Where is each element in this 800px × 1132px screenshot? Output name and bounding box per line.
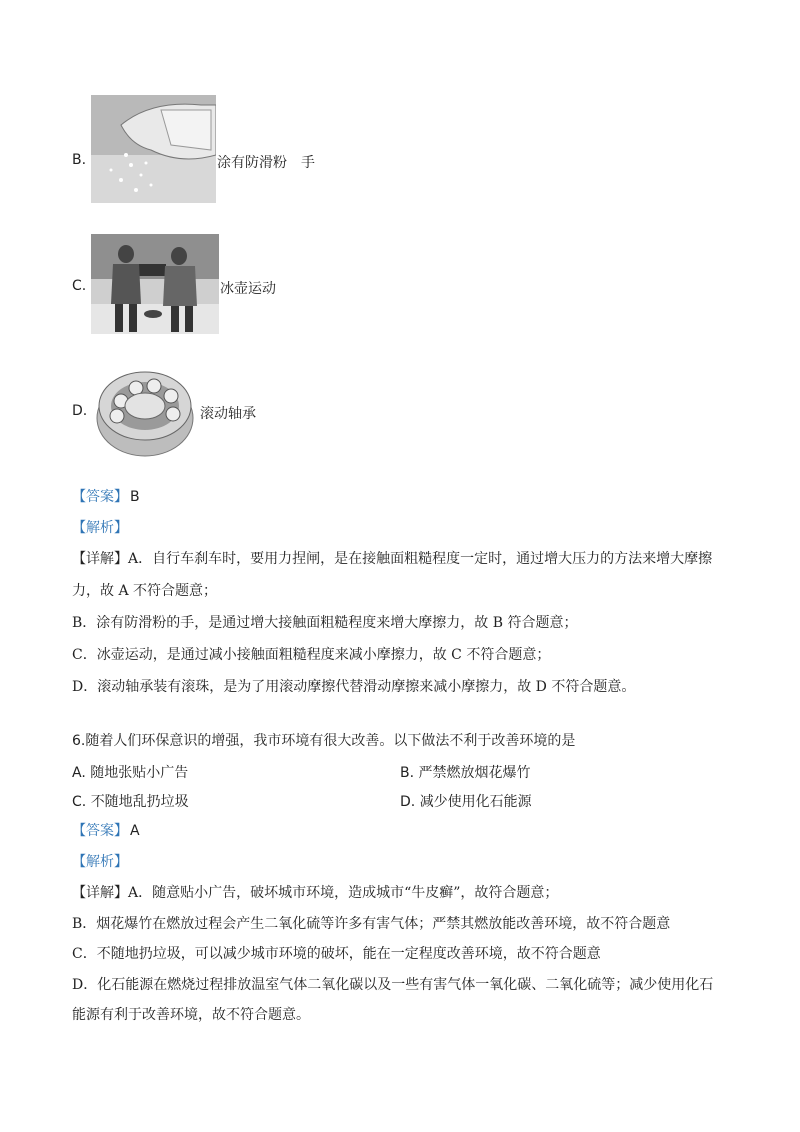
option-c-letter: C. (72, 278, 87, 294)
q6-detail-tag: 【详解】 (72, 885, 128, 901)
answer-bracket-open: 【 (72, 489, 86, 505)
curling-image (91, 234, 219, 334)
q5-explanation-text-1: A．自行车刹车时，要用力捏闸，是在接触面粗糙程度一定时，通过增大压力的方法来增大摩擦 (128, 551, 713, 567)
q6-explanation-line-5: 能源有利于改善环境，故不符合题意。 (72, 1007, 310, 1023)
q6-option-d[interactable] (400, 791, 532, 811)
q6-stem (72, 730, 575, 750)
q5-explanation-line-1 (72, 548, 712, 568)
q5-explanation-line-4: C．冰壶运动，是通过减小接触面粗糙程度来减小摩擦力，故 C 不符合题意； (72, 647, 551, 663)
answer-value: B (130, 489, 140, 505)
q6-option-c-letter: C. (72, 794, 87, 810)
q6-explanation-text-1: A．随意贴小广告，破坏城市环境，造成城市“牛皮癣”，故符合题意； (128, 885, 559, 901)
q6-explanation-line-1 (72, 882, 558, 902)
q6-option-b-text: 严禁燃放烟花爆竹 (418, 765, 531, 781)
q5-answer (72, 486, 140, 506)
option-d-text: 滚动轴承 (200, 406, 256, 422)
q5-detail-tag: 【详解】 (72, 551, 128, 567)
answer-bracket-close: 】 (114, 489, 128, 505)
q6-answer (72, 820, 140, 840)
q6-option-b[interactable] (400, 762, 531, 782)
q6-answer-value: A (130, 823, 140, 839)
q6-answer-label: 答案 (86, 823, 114, 839)
ball-bearing-photo (91, 356, 199, 464)
ball-bearing-image (91, 356, 199, 464)
q5-explanation-line-3: B．涂有防滑粉的手，是通过增大接触面粗糙程度来增大摩擦力，故 B 符合题意； (72, 615, 578, 631)
q6-option-c-text: 不随地乱扔垃圾 (90, 794, 189, 810)
q6-option-d-letter: D. (400, 794, 416, 810)
option-b-text: 涂有防滑粉 手 (217, 155, 315, 171)
q6-stem-text: 随着人们环保意识的增强，我市环境有很大改善。以下做法不利于改善环境的是 (85, 733, 576, 749)
q5-analysis-tag: 【解析】 (72, 520, 128, 536)
hand-with-powder-image (91, 95, 216, 203)
q5-explanation-line-2: 力，故 A 不符合题意； (72, 583, 218, 599)
q6-option-d-text: 减少使用化石能源 (419, 794, 532, 810)
q6-option-b-letter: B. (400, 765, 415, 781)
q6-option-c[interactable] (72, 791, 189, 811)
q6-explanation-line-2: B．烟花爆竹在燃放过程会产生二氧化硫等许多有害气体；严禁其燃放能改善环境，故不符合题意 (72, 916, 671, 932)
answer-label: 答案 (86, 489, 114, 505)
q6-option-a-letter: A. (72, 765, 86, 781)
option-c-text: 冰壶运动 (220, 281, 276, 297)
q6-explanation-line-3: C．不随地扔垃圾，可以减少城市环境的破坏，能在一定程度改善环境，故不符合题意 (72, 946, 601, 962)
q6-option-a-text: 随地张贴小广告 (90, 765, 189, 781)
option-b-letter: B. (72, 152, 87, 168)
q6-number: 6. (72, 733, 86, 749)
hand-with-powder-photo (91, 95, 216, 203)
q6-analysis-tag: 【解析】 (72, 854, 128, 870)
q6-answer-bracket-open: 【 (72, 823, 86, 839)
q6-answer-bracket-close: 】 (114, 823, 128, 839)
q6-explanation-line-4: D．化石能源在燃烧过程排放温室气体二氧化碳以及一些有害气体一氧化碳、二氧化硫等；减少使用化石 (72, 977, 714, 993)
option-d-letter: D. (72, 403, 88, 419)
q5-explanation-line-5: D．滚动轴承装有滚珠，是为了用滚动摩擦代替滑动摩擦来减小摩擦力，故 D 不符合题意。 (72, 679, 636, 695)
q6-option-a[interactable] (72, 762, 188, 782)
curling-photo (91, 234, 219, 334)
